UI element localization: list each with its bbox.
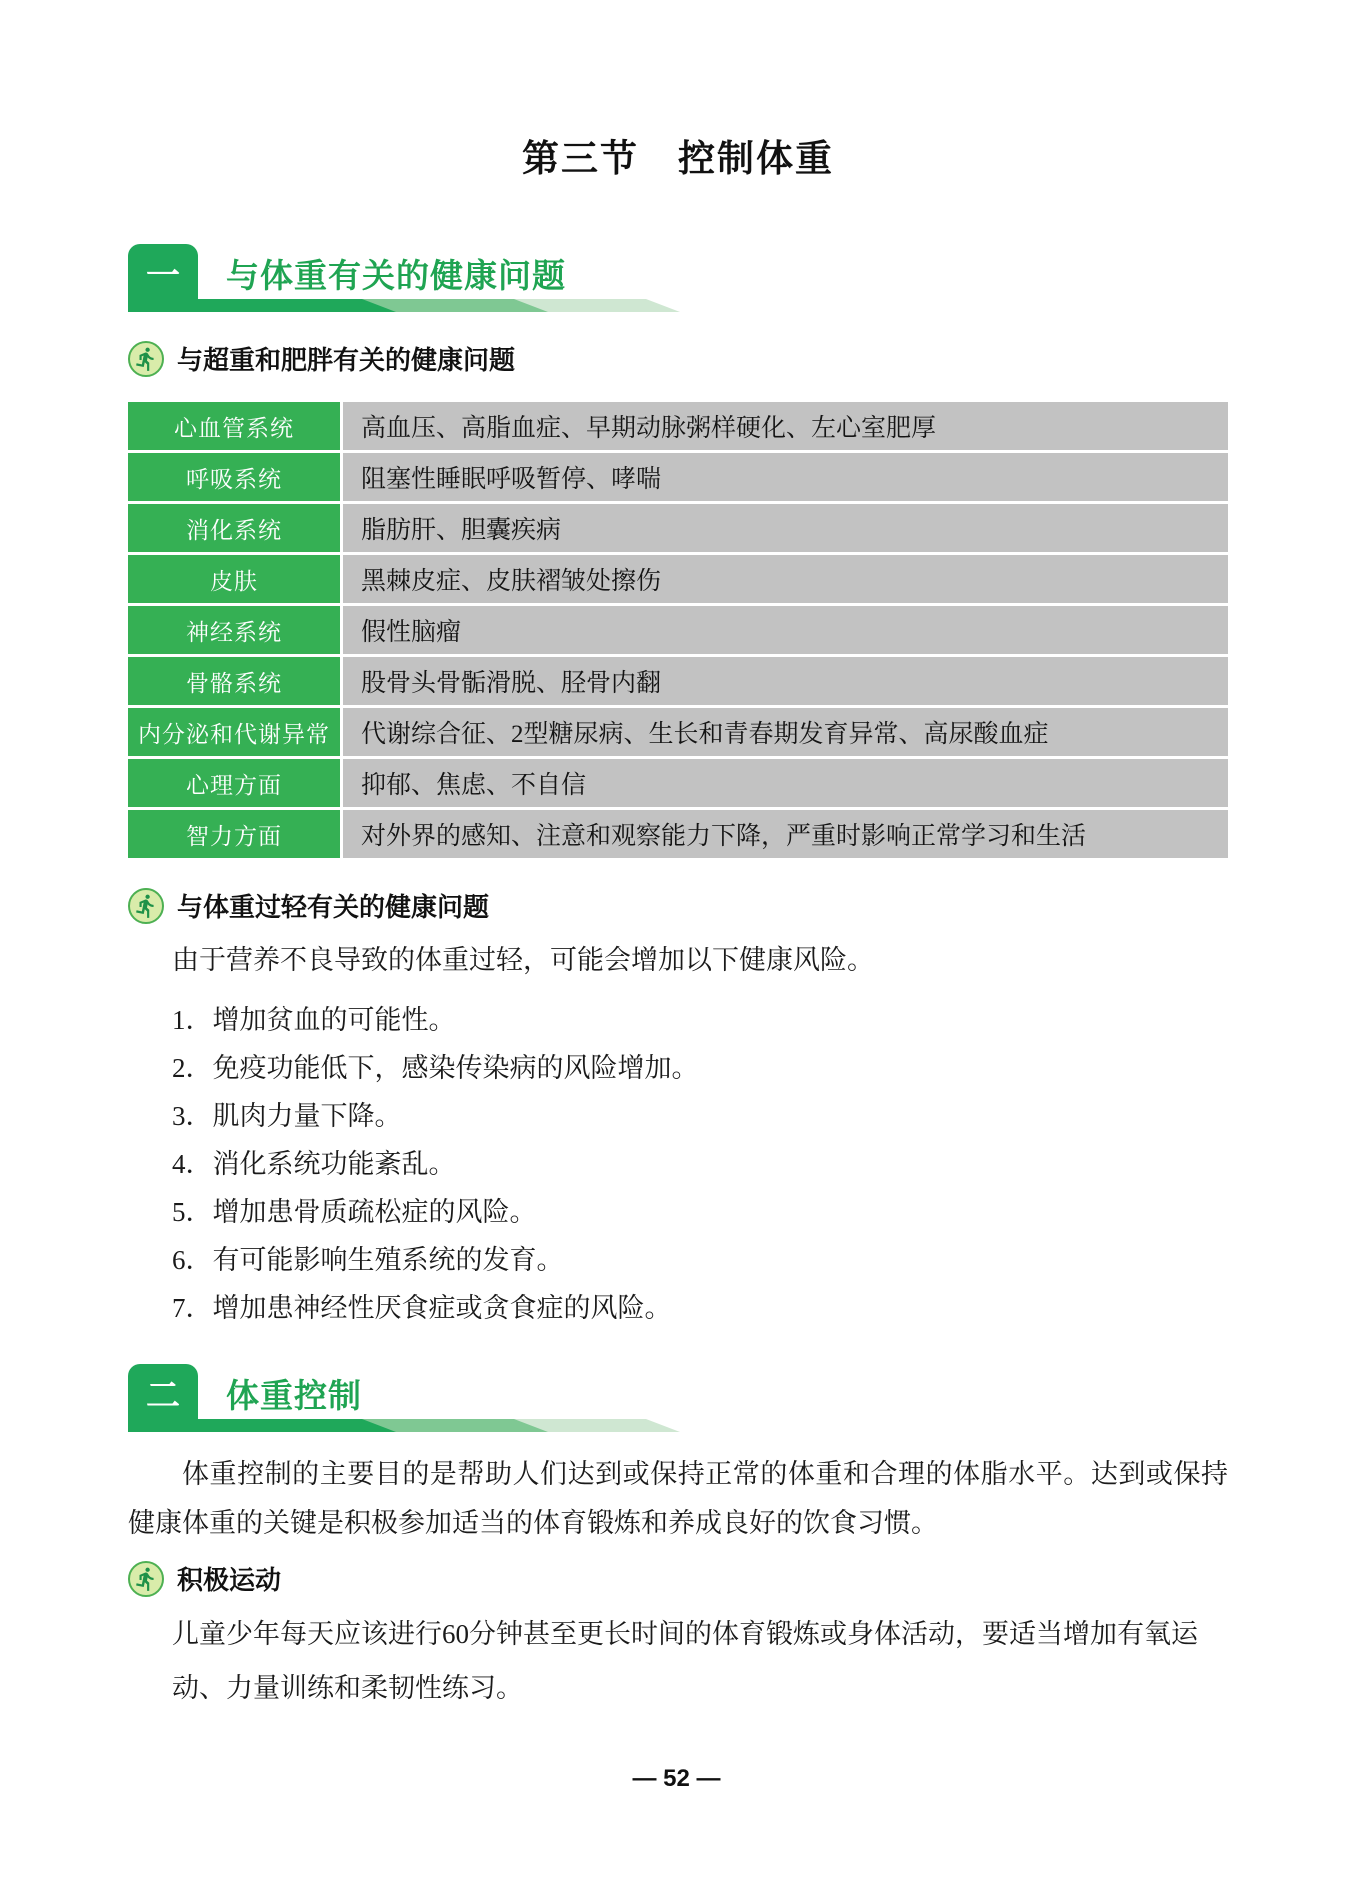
row-value-cell: 阻塞性睡眠呼吸暂停、哮喘 [343, 453, 1228, 501]
section-1-header [128, 244, 1228, 312]
section-title: 体重控制 [226, 1377, 362, 1414]
runner-icon [128, 888, 164, 924]
table-row [128, 453, 1228, 501]
row-value-cell: 黑棘皮症、皮肤褶皱处擦伤 [343, 555, 1228, 603]
section-number-badge [128, 1364, 198, 1432]
row-label-cell: 呼吸系统 [128, 453, 340, 501]
subsection-heading-overweight [128, 340, 1228, 377]
row-value-cell: 代谢综合征、2型糖尿病、生长和青春期发育异常、高尿酸血症 [343, 708, 1228, 756]
table-row [128, 657, 1228, 705]
table-row [128, 555, 1228, 603]
underweight-intro-paragraph: 由于营养不良导致的体重过轻，可能会增加以下健康风险。 [172, 945, 874, 975]
row-value-cell: 高血压、高脂血症、早期动脉粥样硬化、左心室肥厚 [343, 402, 1228, 450]
subsection-heading-exercise [128, 1560, 1228, 1597]
row-label-cell: 皮肤 [128, 555, 340, 603]
row-label-cell: 心血管系统 [128, 402, 340, 450]
weight-control-paragraph: 体重控制的主要目的是帮助人们达到或保持正常的体重和合理的体脂水平。达到或保持健康体重的关键是积极参加适当的体育锻炼和养成良好的饮食习惯。 [128, 1459, 1228, 1538]
table-row [128, 504, 1228, 552]
risk-list [172, 996, 1228, 1332]
subsection-heading-text: 与体重过轻有关的健康问题 [177, 892, 490, 922]
list-item: 1．增加贫血的可能性。 [172, 1005, 456, 1035]
subsection-heading-text: 与超重和肥胖有关的健康问题 [177, 345, 516, 375]
row-value-cell: 假性脑瘤 [343, 606, 1228, 654]
section-underline-bar [128, 1419, 680, 1432]
runner-icon [128, 1561, 164, 1597]
row-label-cell: 心理方面 [128, 759, 340, 807]
section-2-header [128, 1364, 1228, 1432]
page-number-footer: — 52 — [632, 1765, 721, 1792]
list-item: 3．肌肉力量下降。 [172, 1101, 402, 1131]
list-item: 4．消化系统功能紊乱。 [172, 1149, 456, 1179]
table-row [128, 402, 1228, 450]
subsection-heading-underweight [128, 887, 1228, 924]
row-label-cell: 神经系统 [128, 606, 340, 654]
page-title: 第三节 控制体重 [522, 139, 834, 180]
row-value-cell: 对外界的感知、注意和观察能力下降，严重时影响正常学习和生活 [343, 810, 1228, 858]
row-value-cell: 抑郁、焦虑、不自信 [343, 759, 1228, 807]
section-number-badge [128, 244, 198, 312]
subsection-heading-text: 积极运动 [177, 1565, 282, 1595]
section-number: 一 [146, 256, 180, 295]
row-label-cell: 内分泌和代谢异常 [128, 708, 340, 756]
health-problems-table [128, 402, 1228, 858]
list-item: 5．增加患骨质疏松症的风险。 [172, 1197, 537, 1227]
list-item: 7．增加患神经性厌食症或贪食症的风险。 [172, 1293, 672, 1323]
exercise-paragraph: 儿童少年每天应该进行60分钟甚至更长时间的体育锻炼或身体活动，要适当增加有氧运动、力量训练和柔韧性练习。 [172, 1619, 1198, 1703]
table-row [128, 759, 1228, 807]
row-label-cell: 智力方面 [128, 810, 340, 858]
table-row [128, 606, 1228, 654]
section-underline-bar [128, 299, 680, 312]
table-row [128, 708, 1228, 756]
table-row [128, 810, 1228, 858]
row-label-cell: 消化系统 [128, 504, 340, 552]
section-title: 与体重有关的健康问题 [226, 257, 566, 294]
section-number: 二 [146, 1376, 180, 1415]
list-item: 6．有可能影响生殖系统的发育。 [172, 1245, 564, 1275]
row-value-cell: 股骨头骨骺滑脱、胫骨内翻 [343, 657, 1228, 705]
runner-icon [128, 341, 164, 377]
row-label-cell: 骨骼系统 [128, 657, 340, 705]
list-item: 2．免疫功能低下，感染传染病的风险增加。 [172, 1053, 699, 1083]
row-value-cell: 脂肪肝、胆囊疾病 [343, 504, 1228, 552]
